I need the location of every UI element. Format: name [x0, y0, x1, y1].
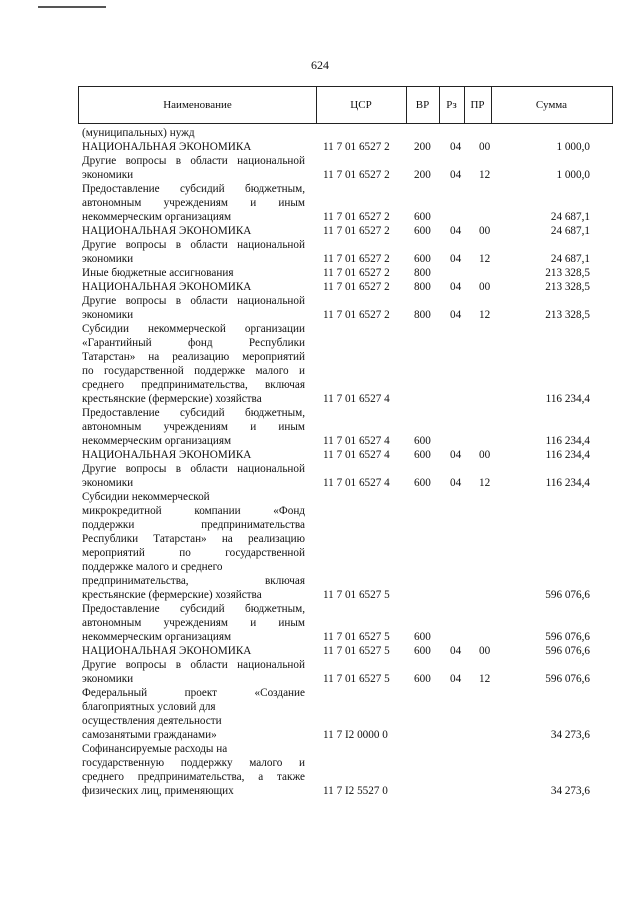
row-name-line: крестьянские (фермерские) хозяйства — [82, 393, 262, 405]
row-pr: 00 — [479, 225, 491, 237]
row-sum: 596 076,6 — [545, 631, 590, 643]
row-name-line: Субсидии некоммерческой — [82, 491, 210, 503]
row-name-line: некоммерческим организациям — [82, 435, 232, 447]
table-row — [0, 224, 640, 238]
row-sum: 24 687,1 — [550, 211, 590, 223]
row-name-line: мероприятий по государственной — [82, 547, 305, 559]
row-rz: 04 — [450, 253, 462, 265]
row-code: 11 7 01 6527 2 — [323, 267, 390, 279]
row-rz: 04 — [450, 169, 462, 181]
row-vr: 800 — [414, 309, 431, 321]
row-rz: 04 — [450, 449, 462, 461]
row-vr: 200 — [414, 169, 431, 181]
table-body — [0, 126, 640, 798]
row-name-line: НАЦИОНАЛЬНАЯ ЭКОНОМИКА — [82, 141, 252, 153]
table-row — [0, 280, 640, 294]
row-code: 11 7 01 6527 2 — [323, 225, 390, 237]
row-vr: 200 — [414, 141, 431, 153]
row-code: 11 7 01 6527 2 — [323, 309, 390, 321]
row-name-line: Другие вопросы в области национальной — [82, 295, 305, 307]
row-name-line: Другие вопросы в области национальной — [82, 463, 305, 475]
row-name-line: НАЦИОНАЛЬНАЯ ЭКОНОМИКА — [82, 449, 252, 461]
row-name-line: Предоставление субсидий бюджетным, — [82, 603, 305, 615]
row-code: 11 7 I2 5527 0 — [323, 785, 388, 797]
row-name-line: «Гарантийный фонд Республики — [82, 337, 305, 349]
row-vr: 800 — [414, 267, 431, 279]
table-header — [78, 86, 613, 124]
row-name-line: НАЦИОНАЛЬНАЯ ЭКОНОМИКА — [82, 225, 252, 237]
row-sum: 596 076,6 — [545, 673, 590, 685]
table-row — [0, 602, 640, 644]
row-rz: 04 — [450, 673, 462, 685]
row-code: 11 7 01 6527 2 — [323, 281, 390, 293]
row-name-line: поддержки предпринимательства — [82, 519, 305, 531]
table-row — [0, 182, 640, 224]
table-row — [0, 406, 640, 448]
row-vr: 600 — [414, 477, 431, 489]
table-row — [0, 658, 640, 686]
row-pr: 12 — [479, 253, 491, 265]
row-name-line: НАЦИОНАЛЬНАЯ ЭКОНОМИКА — [82, 281, 252, 293]
row-vr: 600 — [414, 673, 431, 685]
row-name-line: государственную поддержку малого и — [82, 757, 305, 769]
header-rz: Рз — [439, 87, 465, 123]
row-name-line: среднего предпринимательства, а также — [82, 771, 305, 783]
header-sum: Сумма — [535, 99, 568, 111]
row-pr: 12 — [479, 673, 491, 685]
row-vr: 600 — [414, 435, 431, 447]
row-code: 11 7 01 6527 4 — [323, 393, 390, 405]
row-name-line: по государственной поддержке малого и — [82, 365, 305, 377]
row-name-line: микрокредитной компании «Фонд — [82, 505, 305, 517]
row-code: 11 7 01 6527 5 — [323, 589, 390, 601]
row-pr: 00 — [479, 281, 491, 293]
row-vr: 600 — [414, 211, 431, 223]
row-name-line: Федеральный проект «Создание — [82, 687, 305, 699]
row-name-line: поддержке малого и среднего — [82, 561, 223, 573]
row-name-line: Иные бюджетные ассигнования — [82, 267, 234, 279]
row-vr: 600 — [414, 449, 431, 461]
table-row — [0, 266, 640, 280]
row-rz: 04 — [450, 477, 462, 489]
row-sum: 24 687,1 — [550, 225, 590, 237]
row-name-line: Предоставление субсидий бюджетным, — [82, 183, 305, 195]
row-name-line: (муниципальных) нужд — [82, 127, 195, 139]
row-name-line: среднего предпринимательства, включая — [82, 379, 305, 391]
row-name-line: физических лиц, применяющих — [82, 785, 234, 797]
header-pr: ПР — [464, 87, 492, 123]
row-code: 11 7 01 6527 5 — [323, 645, 390, 657]
row-sum: 116 234,4 — [545, 477, 590, 489]
row-name-line: экономики — [82, 477, 134, 489]
row-code: 11 7 01 6527 4 — [323, 435, 390, 447]
row-name-line: экономики — [82, 253, 134, 265]
table-row — [0, 742, 640, 798]
row-pr: 12 — [479, 309, 491, 321]
row-name-line: автономным учреждениям и иным — [82, 197, 305, 209]
row-name-line: Республики Татарстан» на реализацию — [82, 533, 305, 545]
table-row — [0, 294, 640, 322]
row-sum: 24 687,1 — [550, 253, 590, 265]
row-rz: 04 — [450, 141, 462, 153]
table-row — [0, 126, 640, 140]
top-rule — [38, 6, 106, 8]
row-name-line: Другие вопросы в области национальной — [82, 155, 305, 167]
header-vr: ВР — [406, 87, 440, 123]
row-name-line: автономным учреждениям и иным — [82, 617, 305, 629]
table-row — [0, 490, 640, 602]
row-pr: 00 — [479, 141, 491, 153]
row-code: 11 7 01 6527 2 — [323, 141, 390, 153]
header-name: Наименование — [79, 87, 317, 123]
row-name-line: Предоставление субсидий бюджетным, — [82, 407, 305, 419]
row-sum: 116 234,4 — [545, 435, 590, 447]
row-code: 11 7 01 6527 2 — [323, 169, 390, 181]
row-vr: 600 — [414, 225, 431, 237]
row-sum: 116 234,4 — [545, 449, 590, 461]
row-name-line: некоммерческим организациям — [82, 211, 232, 223]
table-row — [0, 448, 640, 462]
table-row — [0, 462, 640, 490]
row-rz: 04 — [450, 309, 462, 321]
row-name-line: Другие вопросы в области национальной — [82, 659, 305, 671]
header-csr: ЦСР — [316, 87, 407, 123]
row-vr: 600 — [414, 631, 431, 643]
table-row — [0, 238, 640, 266]
row-code: 11 7 01 6527 2 — [323, 253, 390, 265]
row-code: 11 7 I2 0000 0 — [323, 729, 388, 741]
row-name-line: крестьянские (фермерские) хозяйства — [82, 589, 262, 601]
row-sum: 213 328,5 — [545, 281, 590, 293]
row-name-line: благоприятных условий для — [82, 701, 216, 713]
row-code: 11 7 01 6527 2 — [323, 211, 390, 223]
row-name-line: экономики — [82, 673, 134, 685]
table-row — [0, 644, 640, 658]
row-name-line: Другие вопросы в области национальной — [82, 239, 305, 251]
table-row — [0, 154, 640, 182]
row-vr: 600 — [414, 253, 431, 265]
row-vr: 800 — [414, 281, 431, 293]
table-row — [0, 322, 640, 406]
row-name-line: Татарстан» на реализацию мероприятий — [82, 351, 305, 363]
row-pr: 12 — [479, 169, 491, 181]
row-pr: 00 — [479, 449, 491, 461]
row-sum: 116 234,4 — [545, 393, 590, 405]
row-name-line: автономным учреждениям и иным — [82, 421, 305, 433]
row-code: 11 7 01 6527 4 — [323, 449, 390, 461]
row-rz: 04 — [450, 225, 462, 237]
table-row — [0, 686, 640, 742]
row-sum: 34 273,6 — [550, 785, 590, 797]
row-sum: 213 328,5 — [545, 309, 590, 321]
row-sum: 34 273,6 — [550, 729, 590, 741]
row-pr: 12 — [479, 477, 491, 489]
row-sum: 596 076,6 — [545, 589, 590, 601]
row-sum: 1 000,0 — [556, 141, 590, 153]
row-name-line: Софинансируемые расходы на — [82, 743, 228, 755]
row-name-line: самозанятыми гражданами» — [82, 729, 217, 741]
row-pr: 00 — [479, 645, 491, 657]
row-rz: 04 — [450, 281, 462, 293]
row-name-line: предпринимательства, включая — [82, 575, 305, 587]
row-name-line: Субсидии некоммерческой организации — [82, 323, 305, 335]
row-name-line: НАЦИОНАЛЬНАЯ ЭКОНОМИКА — [82, 645, 252, 657]
row-vr: 600 — [414, 645, 431, 657]
row-name-line: осуществления деятельности — [82, 715, 222, 727]
table-row — [0, 140, 640, 154]
page-number: 624 — [311, 58, 329, 72]
row-code: 11 7 01 6527 5 — [323, 673, 390, 685]
row-name-line: экономики — [82, 309, 134, 321]
row-rz: 04 — [450, 645, 462, 657]
row-sum: 596 076,6 — [545, 645, 590, 657]
row-sum: 213 328,5 — [545, 267, 590, 279]
row-name-line: экономики — [82, 169, 134, 181]
row-name-line: некоммерческим организациям — [82, 631, 232, 643]
row-sum: 1 000,0 — [556, 169, 590, 181]
row-code: 11 7 01 6527 4 — [323, 477, 390, 489]
row-code: 11 7 01 6527 5 — [323, 631, 390, 643]
